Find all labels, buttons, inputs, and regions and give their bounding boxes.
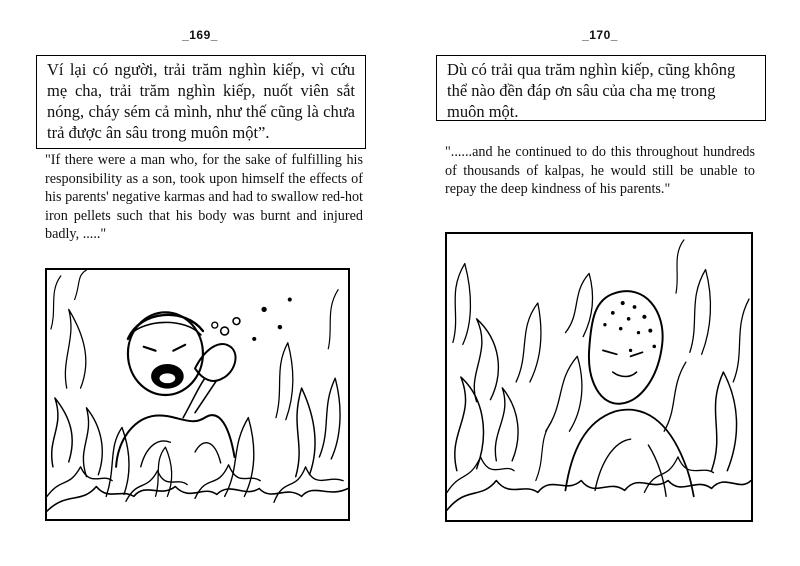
vietnamese-text-box: Ví lại có người, trải trăm nghìn kiếp, vì cứu mẹ cha, trải trăm nghìn kiếp, nuốt viên sắt nóng, cháy sém cả mình, như thế cũng là chưa trả được ân sâu trong muôn một”. (36, 55, 366, 149)
illustration-man-swallowing-iron-pellets (45, 268, 350, 521)
illustration-man-engulfed-in-flames (445, 232, 753, 522)
page-number: _169_ (182, 28, 218, 42)
right-page (400, 0, 800, 566)
page-number: _170_ (582, 28, 618, 42)
vietnamese-text-box: Dù có trải qua trăm nghìn kiếp, cũng không thể nào đền đáp ơn sâu của cha mẹ trong muôn một. (436, 55, 766, 121)
english-text: "If there were a man who, for the sake of fulfilling his responsibility as a son, took upon himself the effects of his parents' negative karmas and had to swallow red-hot iron pellets such that his body was burnt and injured badly, ....." (45, 152, 363, 242)
english-text: "......and he continued to do this throughout hundreds of thousands of kalpas, he would still be unable to repay the deep kindness of his parents." (445, 144, 755, 197)
